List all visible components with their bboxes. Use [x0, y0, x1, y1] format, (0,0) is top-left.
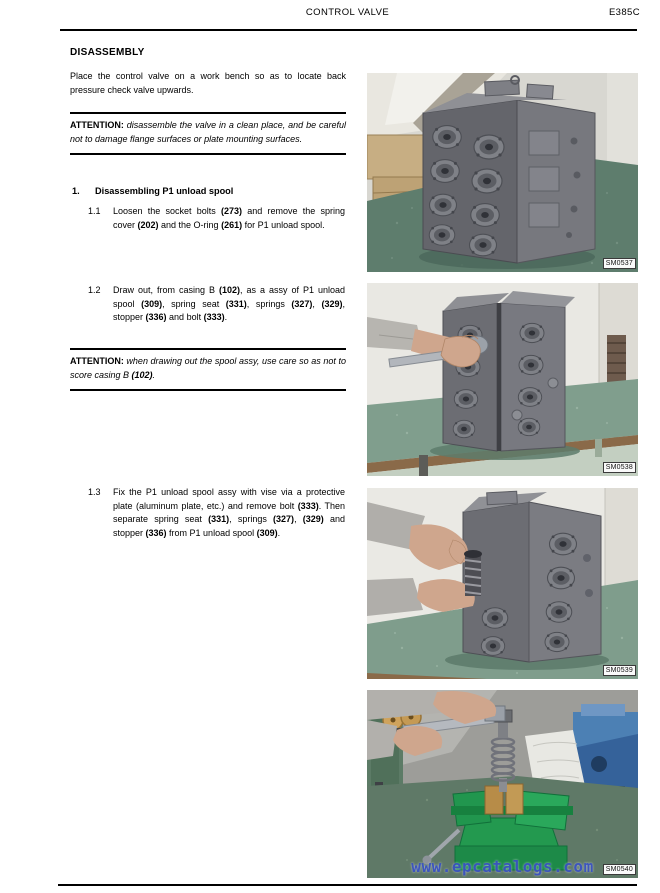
- photo-caption: SM0540: [603, 864, 636, 875]
- page-title: CONTROL VALVE: [305, 7, 390, 18]
- step-1-heading: [72, 186, 233, 196]
- photo-caption: SM0539: [603, 665, 636, 676]
- step-1-2-text: Draw out, from casing B (102), as a assy of P1 unload spool (309), spring seat (331), springs (327), (329), stopper (336) and bolt (333).: [113, 285, 345, 322]
- photo-sm0537: [367, 73, 638, 272]
- control-valve-blocks: [443, 291, 575, 451]
- model-code: E385C: [608, 7, 640, 18]
- photo-sm0539: [367, 488, 638, 679]
- footer-rule: [58, 884, 637, 886]
- control-valve-block: [463, 491, 601, 662]
- step-1-1: [88, 205, 345, 232]
- section-title: DISASSEMBLY: [70, 47, 145, 58]
- intro-paragraph: Place the control valve on a work bench so as to locate back pressure check valve upwards.: [70, 71, 346, 95]
- step-1-3-number: 1.3: [88, 487, 101, 497]
- attention-label: ATTENTION:: [70, 356, 124, 366]
- spring: [464, 550, 482, 596]
- step-1-3: [88, 486, 345, 540]
- step-1-1-number: 1.1: [88, 206, 101, 216]
- photo-caption: SM0537: [603, 258, 636, 269]
- attention-label: ATTENTION:: [70, 120, 124, 130]
- step-1-2-number: 1.2: [88, 285, 101, 295]
- photo-sm0538: [367, 283, 638, 476]
- step-1-2: [88, 284, 345, 325]
- photo-sm0540: [367, 690, 638, 878]
- photo-caption: SM0538: [603, 462, 636, 473]
- step-1-number: 1.: [72, 186, 80, 196]
- step-1-3-text: Fix the P1 unload spool assy with vise via a protective plate (aluminum plate, etc.) and remove bolt (333). Then separate spring seat (331), springs (327), (329) and stopper (336) from P1 unload spool (309).: [113, 487, 345, 538]
- attention-block-2: [70, 348, 346, 391]
- watermark-text: www.epcatalogs.com: [411, 857, 594, 876]
- attention-text: disassemble the valve in a clean place, and be careful not to damage flange surfaces or plate mounting surfaces.: [70, 120, 346, 144]
- step-1-1-text: Loosen the socket bolts (273) and remove the spring cover (202) and the O-ring (261) for P1 unload spool.: [113, 206, 345, 230]
- attention-block-1: [70, 112, 346, 155]
- step-1-title: Disassembling P1 unload spool: [95, 186, 234, 196]
- attention-text: when drawing out the spool assy, use care so as not to score casing B (102).: [70, 356, 346, 380]
- header-rule: [60, 29, 637, 31]
